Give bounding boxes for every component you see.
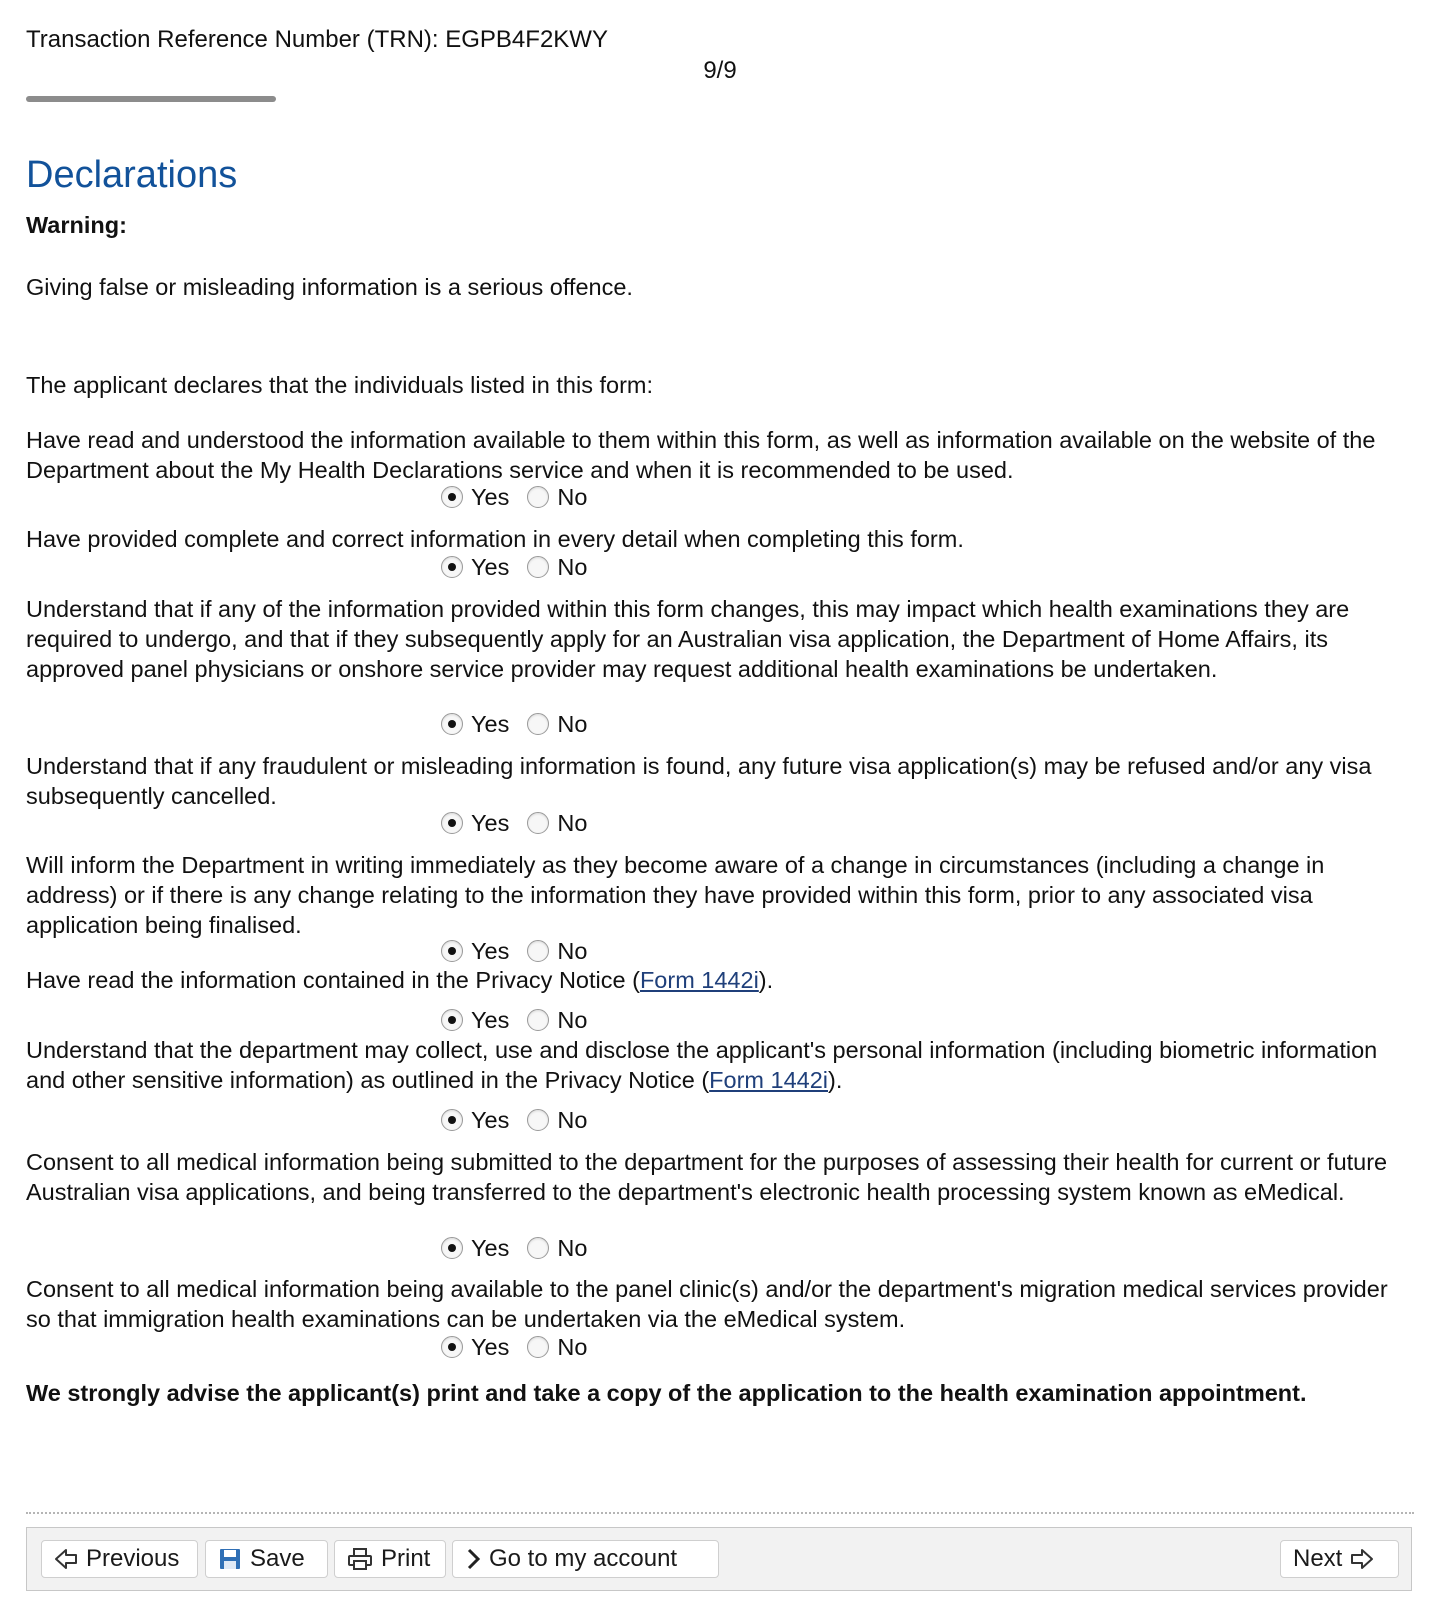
trn-label: Transaction Reference Number (TRN): EGPB4F2KWY	[26, 26, 608, 53]
radio-button-checked[interactable]	[441, 1009, 463, 1031]
radio-label: Yes	[471, 554, 510, 580]
declaration-question-1	[26, 425, 1414, 485]
divider	[26, 1512, 1414, 1514]
radio-button-checked[interactable]	[441, 556, 463, 578]
go-to-account-button[interactable]	[452, 1540, 719, 1578]
question-text: Understand that if any of the information provided within this form changes, this may impact which health examinations they are required to undergo, and that if they subsequently apply for an Australian visa application, the Department of Home Affairs, its approved panel physicians or onshore service provider may request additional health examinations be undertaken.	[26, 596, 1350, 682]
radio-group-7	[441, 1105, 605, 1135]
warning-text: Giving false or misleading information is a serious offence.	[26, 274, 633, 300]
radio-group-9	[441, 1332, 605, 1362]
page-title: Declarations	[26, 154, 238, 196]
radio-label: No	[557, 554, 588, 580]
radio-no-1[interactable]	[527, 482, 587, 512]
radio-label: No	[557, 711, 588, 737]
declaration-question-9	[26, 1274, 1414, 1334]
radio-no-5[interactable]	[527, 936, 587, 966]
radio-label: Yes	[471, 810, 510, 836]
radio-yes-2[interactable]	[441, 552, 509, 582]
radio-label: Yes	[471, 938, 510, 964]
radio-label: Yes	[471, 711, 510, 737]
question-text: Understand that if any fraudulent or misleading information is found, any future visa application(s) may be refused and/or any visa subsequently cancelled.	[26, 753, 1372, 809]
declaration-question-4	[26, 751, 1414, 811]
radio-label: Yes	[471, 1107, 510, 1133]
previous-button[interactable]	[41, 1540, 198, 1578]
declaration-question-2	[26, 524, 1414, 554]
save-button[interactable]	[205, 1540, 328, 1578]
print-advice: We strongly advise the applicant(s) print and take a copy of the application to the health examination appointment.	[26, 1380, 1307, 1406]
radio-button[interactable]	[527, 1336, 549, 1358]
radio-yes-6[interactable]	[441, 1005, 509, 1035]
radio-button[interactable]	[527, 1109, 549, 1131]
radio-yes-3[interactable]	[441, 709, 509, 739]
radio-group-8	[441, 1233, 605, 1263]
radio-button-checked[interactable]	[441, 1109, 463, 1131]
arrow-left-icon	[54, 1548, 78, 1570]
declaration-question-6	[26, 965, 1414, 995]
intro-text: The applicant declares that the individuals listed in this form:	[26, 372, 653, 398]
radio-yes-8[interactable]	[441, 1233, 509, 1263]
save-icon	[218, 1547, 242, 1571]
radio-no-4[interactable]	[527, 808, 587, 838]
question-text: Understand that the department may collect, use and disclose the applicant's personal information (including biometric information and other sensitive information) as outlined in the Privacy Notice (Form 1442i).	[26, 1037, 1378, 1093]
radio-button[interactable]	[527, 940, 549, 962]
radio-button[interactable]	[527, 1237, 549, 1259]
account-label: Go to my account	[489, 1545, 678, 1572]
radio-label: Yes	[471, 484, 510, 510]
radio-label: Yes	[471, 1007, 510, 1033]
radio-yes-4[interactable]	[441, 808, 509, 838]
radio-button[interactable]	[527, 1009, 549, 1031]
radio-label: Yes	[471, 1334, 510, 1360]
question-text: Have read and understood the information available to them within this form, as well as information available on the website of the Department about the My Health Declarations service and when it is recommended to be used.	[26, 427, 1376, 483]
radio-button-checked[interactable]	[441, 812, 463, 834]
radio-group-5	[441, 936, 605, 966]
radio-label: No	[557, 484, 588, 510]
question-text: Will inform the Department in writing immediately as they become aware of a change in circumstances (including a change in address) or if there is any change relating to the information they have provided within this form, prior to any associated visa application being finalised.	[26, 852, 1325, 938]
arrow-right-icon	[1350, 1548, 1374, 1570]
form-1442i-link[interactable]: Form 1442i	[709, 1067, 829, 1093]
radio-label: No	[557, 938, 588, 964]
radio-yes-1[interactable]	[441, 482, 509, 512]
radio-label: No	[557, 810, 588, 836]
declaration-question-7	[26, 1035, 1414, 1095]
printer-icon	[347, 1547, 373, 1571]
radio-button[interactable]	[527, 713, 549, 735]
declaration-question-8	[26, 1147, 1414, 1207]
question-text: Have provided complete and correct information in every detail when completing this form.	[26, 526, 964, 552]
form-1442i-link[interactable]: Form 1442i	[639, 967, 759, 993]
next-label: Next	[1293, 1545, 1343, 1572]
radio-button-checked[interactable]	[441, 486, 463, 508]
radio-no-7[interactable]	[527, 1105, 587, 1135]
radio-group-4	[441, 808, 605, 838]
radio-button[interactable]	[527, 486, 549, 508]
radio-button[interactable]	[527, 812, 549, 834]
print-label: Print	[381, 1545, 431, 1572]
radio-label: No	[557, 1235, 588, 1261]
radio-no-8[interactable]	[527, 1233, 587, 1263]
question-text: Consent to all medical information being available to the panel clinic(s) and/or the department's migration medical services provider so that immigration health examinations can be undertaken via the eMedical system.	[26, 1276, 1388, 1332]
radio-button-checked[interactable]	[441, 940, 463, 962]
previous-label: Previous	[86, 1545, 180, 1572]
radio-label: No	[557, 1334, 588, 1360]
declaration-question-5	[26, 850, 1414, 940]
radio-no-6[interactable]	[527, 1005, 587, 1035]
radio-yes-5[interactable]	[441, 936, 509, 966]
question-text: Consent to all medical information being submitted to the department for the purposes of assessing their health for current or future Australian visa applications, and being transferred to the department's electronic health processing system known as eMedical.	[26, 1149, 1388, 1205]
declarations-page	[26, 0, 1414, 1623]
radio-button-checked[interactable]	[441, 1237, 463, 1259]
radio-no-3[interactable]	[527, 709, 587, 739]
radio-button-checked[interactable]	[441, 713, 463, 735]
radio-button[interactable]	[527, 556, 549, 578]
radio-label: Yes	[471, 1235, 510, 1261]
chevron-right-icon	[465, 1547, 481, 1571]
warning-label: Warning:	[26, 212, 127, 238]
radio-yes-7[interactable]	[441, 1105, 509, 1135]
radio-no-2[interactable]	[527, 552, 587, 582]
navigation-toolbar	[26, 1527, 1412, 1591]
save-label: Save	[250, 1545, 305, 1572]
radio-no-9[interactable]	[527, 1332, 587, 1362]
print-button[interactable]	[334, 1540, 446, 1578]
step-indicator: 9/9	[703, 57, 737, 84]
radio-group-2	[441, 552, 605, 582]
radio-group-3	[441, 709, 605, 739]
radio-group-6	[441, 1005, 605, 1035]
progress-bar	[26, 96, 276, 102]
declaration-question-3	[26, 594, 1414, 684]
question-text: Have read the information contained in the Privacy Notice (Form 1442i).	[26, 967, 774, 993]
radio-yes-9[interactable]	[441, 1332, 509, 1362]
next-button[interactable]	[1280, 1540, 1399, 1578]
radio-button-checked[interactable]	[441, 1336, 463, 1358]
radio-label: No	[557, 1107, 588, 1133]
radio-group-1	[441, 482, 605, 512]
radio-label: No	[557, 1007, 588, 1033]
